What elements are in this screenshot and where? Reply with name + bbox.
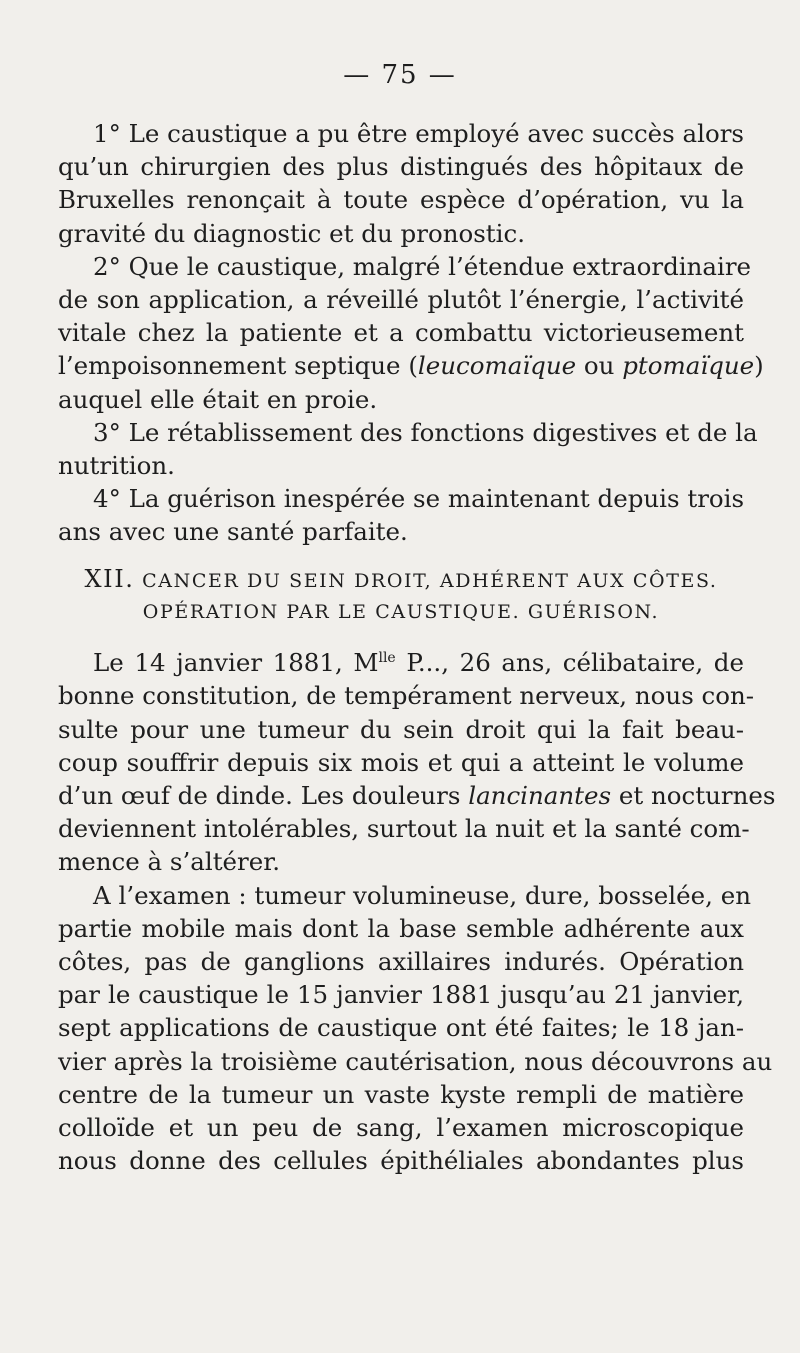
section-heading-line2: OPÉRATION PAR LE CAUSTIQUE. GUÉRISON. (142, 601, 660, 623)
text-line: gravité du diagnostic et du pronostic. (58, 218, 525, 248)
text-line: de son application, a réveillé plutôt l’énergie, l’activité (58, 285, 744, 315)
section-number: XII. (84, 565, 135, 593)
text-line: côtes, pas de ganglions axillaires indurés. Opération (58, 946, 744, 976)
text-line: centre de la tumeur un vaste kyste rempli de matière (58, 1079, 744, 1109)
italic-term: ptomaïque (622, 351, 755, 381)
text-line: 1° Le caustique a pu être employé avec succès alors (93, 119, 744, 148)
text-line: d’un œuf de dinde. Les douleurs lancinantes et nocturnes (58, 780, 776, 810)
text-line: sept applications de caustique ont été faites; le 18 jan- (58, 1013, 744, 1043)
text-line: coup souffrir depuis six mois et qui a atteint le volume (58, 747, 744, 777)
text-line: vitale chez la patiente et a combattu victorieusement (58, 318, 744, 348)
text-line: ans avec une santé parfaite. (58, 517, 408, 547)
text-line: Bruxelles renonçait à toute espèce d’opération, vu la (58, 185, 744, 215)
text-line: partie mobile mais dont la base semble adhérente aux (58, 913, 744, 943)
text-line: bonne constitution, de tempérament nerveux, nous con- (58, 681, 755, 711)
italic-term: lancinantes (468, 780, 612, 810)
text-line: qu’un chirurgien des plus distingués des hôpitaux de (58, 152, 744, 182)
conclusions-block (58, 117, 764, 549)
text-line: Le 14 janvier 1881, $M^{lle}$ P..., 26 ans, célibataire, de (93, 648, 744, 678)
text-line: par le caustique le 15 janvier 1881 jusqu’au 21 janvier, (58, 980, 744, 1010)
text-line: auquel elle était en proie. (58, 384, 378, 414)
case-block (58, 642, 776, 1177)
text-line: nutrition. (58, 451, 175, 481)
text-line: colloïde et un peu de sang, l’examen microscopique (58, 1113, 744, 1142)
text-line: l’empoisonnement septique (leucomaïque ou ptomaïque) (58, 351, 764, 381)
text-line: 3° Le rétablissement des fonctions digestives et de la (93, 417, 758, 447)
section-heading-line1 (58, 565, 744, 593)
text-line: A l’examen : tumeur volumineuse, dure, bosselée, en (93, 880, 751, 910)
text-line: deviennent intolérables, surtout la nuit et la santé com- (58, 814, 750, 844)
text-line: nous donne des cellules épithéliales abondantes plus (58, 1146, 744, 1176)
italic-term: leucomaïque (417, 351, 577, 381)
text-line: 4° La guérison inespérée se maintenant depuis trois (93, 484, 745, 514)
text-line: mence à s’altérer. (58, 847, 281, 877)
page-number: — 75 — (343, 60, 457, 90)
text-line: 2° Que le caustique, malgré l’étendue extraordinaire (93, 251, 752, 281)
text-line: vier après la troisième cautérisation, nous découvrons au (58, 1046, 773, 1076)
section-title-text: CANCER DU SEIN DROIT, ADHÉRENT AUX CÔTES. (142, 570, 718, 592)
text-line: sulte pour une tumeur du sein droit qui la fait beau- (58, 714, 744, 744)
